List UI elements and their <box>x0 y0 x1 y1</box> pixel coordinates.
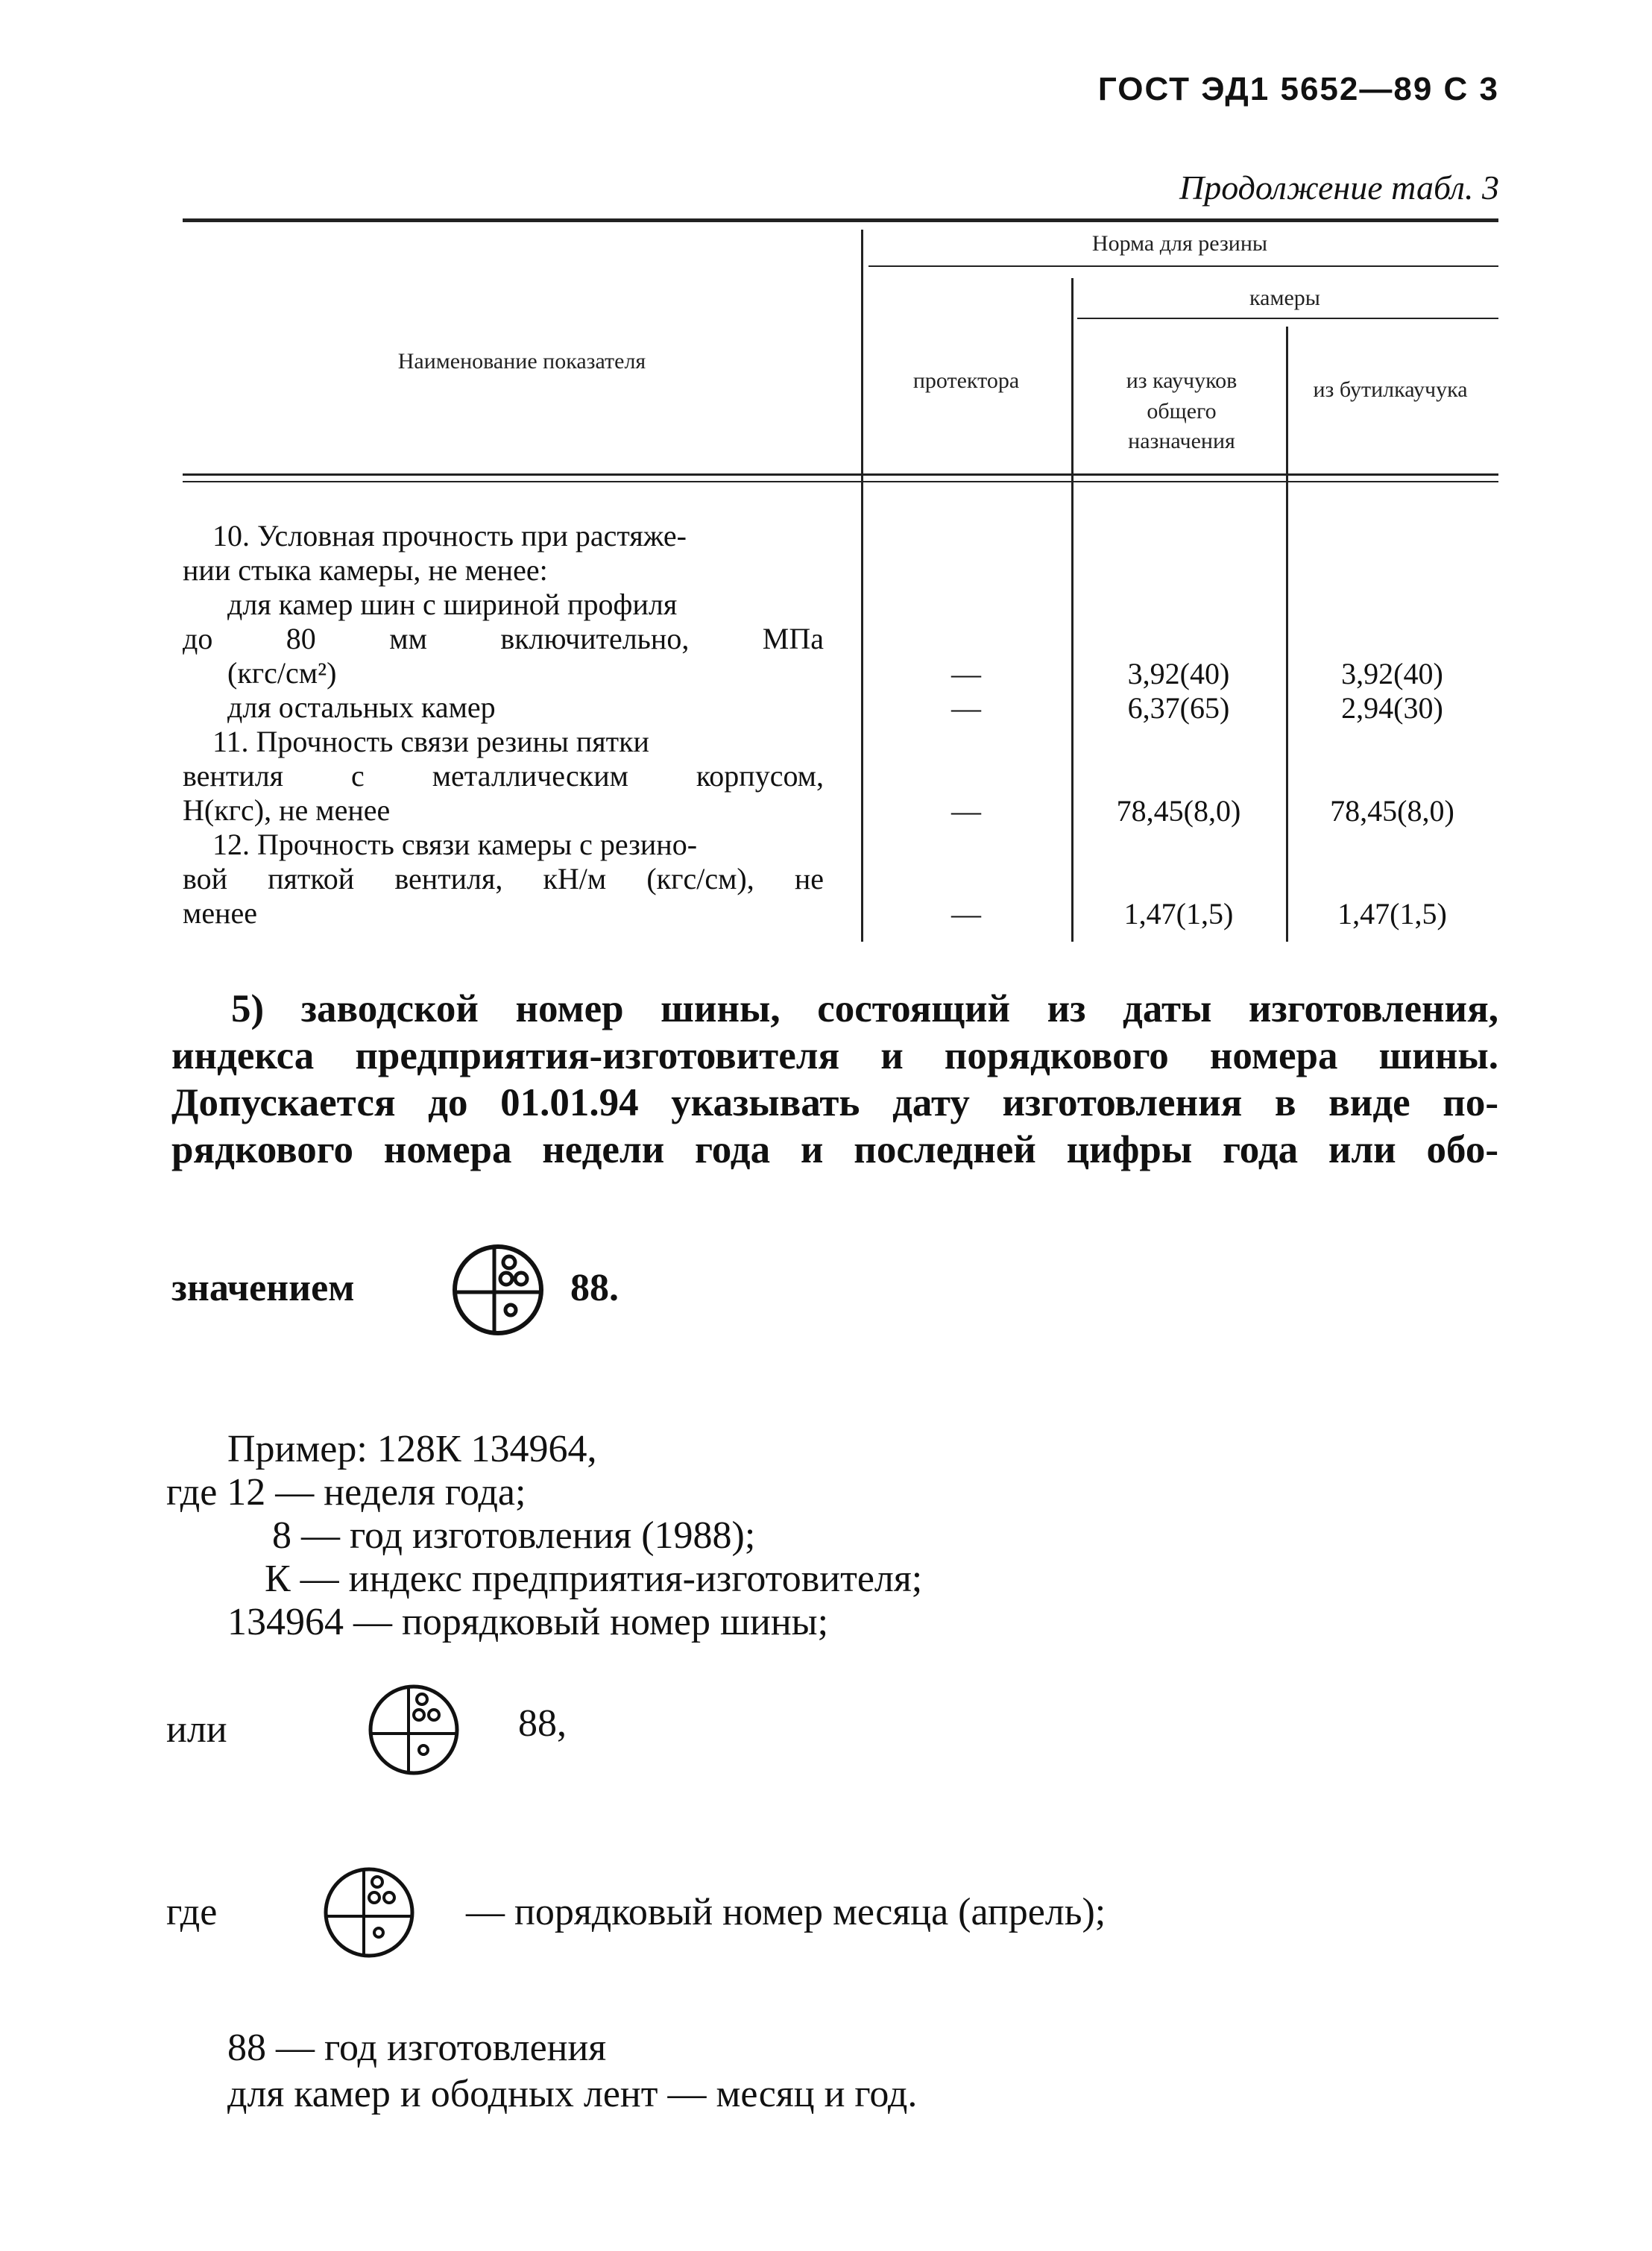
row-10-line-2: нии стыка камеры, не менее: <box>183 553 548 587</box>
paragraph-line-4: рядкового номера недели года и последней цифры года или обо- <box>171 1128 1498 1171</box>
example-line-4: К — индекс предприятия-изготовителя; <box>265 1558 923 1600</box>
table-continuation-label: Продолжение табл. 3 <box>1179 169 1499 207</box>
example-line-3: 8 — год изготовления (1988); <box>272 1514 756 1557</box>
example-line-2: где 12 — неделя года; <box>166 1471 526 1514</box>
row-12-general: 1,47(1,5) <box>1123 897 1234 931</box>
month-circle-icon <box>365 1681 462 1778</box>
tread-header: протектора <box>912 368 1020 393</box>
row-10a-butyl: 3,92(40) <box>1341 657 1443 690</box>
row-11-line-2: вентиля с металлическим корпусом, <box>183 759 824 793</box>
row-10a-tread: — <box>951 657 981 690</box>
norms-table <box>183 218 1498 942</box>
row-11-general: 78,45(8,0) <box>1116 794 1241 828</box>
standard-header: ГОСТ ЭД1 5652—89 С 3 <box>1097 71 1499 107</box>
month-circle-icon <box>450 1241 546 1338</box>
paragraph-line-2: индекса предприятия-изготовителя и порядкового номера шины. <box>171 1034 1498 1077</box>
row-12-line-1: 12. Прочность связи камеры с резино- <box>212 828 698 861</box>
paragraph-line-3: Допускается до 01.01.94 указывать дату изготовления в виде по- <box>171 1081 1498 1124</box>
row-10b-butyl: 2,94(30) <box>1341 691 1443 725</box>
example-line-5: 134964 — порядковый номер шины; <box>227 1601 829 1643</box>
row-10b-line-1: для остальных камер <box>227 690 496 724</box>
chambers-header: камеры <box>1249 286 1320 310</box>
example-line-1: Пример: 128К 134964, <box>227 1428 597 1470</box>
row-12-butyl: 1,47(1,5) <box>1337 897 1447 931</box>
butyl-rubber-header: из бутилкаучука <box>1313 377 1468 402</box>
row-12-line-3: менее <box>183 896 257 930</box>
row-10a-general: 3,92(40) <box>1127 657 1230 690</box>
designation-year: 88. <box>570 1267 619 1309</box>
general-rubber-header: из каучуков общего назначения <box>1126 368 1238 453</box>
month-description: — порядковый номер месяца (апрель); <box>466 1891 1106 1933</box>
paragraph-line-1: 5) заводской номер шины, состоящий из даты изготовления, <box>231 987 1498 1030</box>
chambers-rim-tapes-note: для камер и ободных лент — месяц и год. <box>227 2073 918 2115</box>
norm-header: Норма для резины <box>1091 231 1268 256</box>
row-11-butyl: 78,45(8,0) <box>1330 794 1454 828</box>
row-12-line-2: вой пяткой вентиля, кН/м (кгс/см), не <box>183 862 824 895</box>
indicator-header: Наименование показателя <box>397 349 646 374</box>
designation-word: значением <box>171 1267 355 1309</box>
row-11-line-3: Н(кгс), не менее <box>183 793 391 827</box>
row-10-line-1: 10. Условная прочность при растяже- <box>212 519 687 552</box>
row-10a-line-3: (кгс/см²) <box>227 656 337 690</box>
row-10a-line-2: до 80 мм включительно, МПа <box>183 622 824 655</box>
row-10b-tread: — <box>951 691 981 725</box>
or-year: 88, <box>518 1702 567 1745</box>
row-12-tread: — <box>951 897 981 931</box>
row-10a-line-1: для камер шин с шириной профиля <box>227 588 678 621</box>
year-description: 88 — год изготовления <box>227 2027 607 2069</box>
where-word: где <box>166 1891 218 1933</box>
row-11-tread: — <box>951 794 981 828</box>
or-word: или <box>166 1708 227 1751</box>
row-11-line-1: 11. Прочность связи резины пятки <box>212 725 649 758</box>
tire-number-paragraph <box>171 986 1498 1174</box>
row-10b-general: 6,37(65) <box>1127 691 1230 725</box>
month-circle-icon <box>321 1864 417 1961</box>
